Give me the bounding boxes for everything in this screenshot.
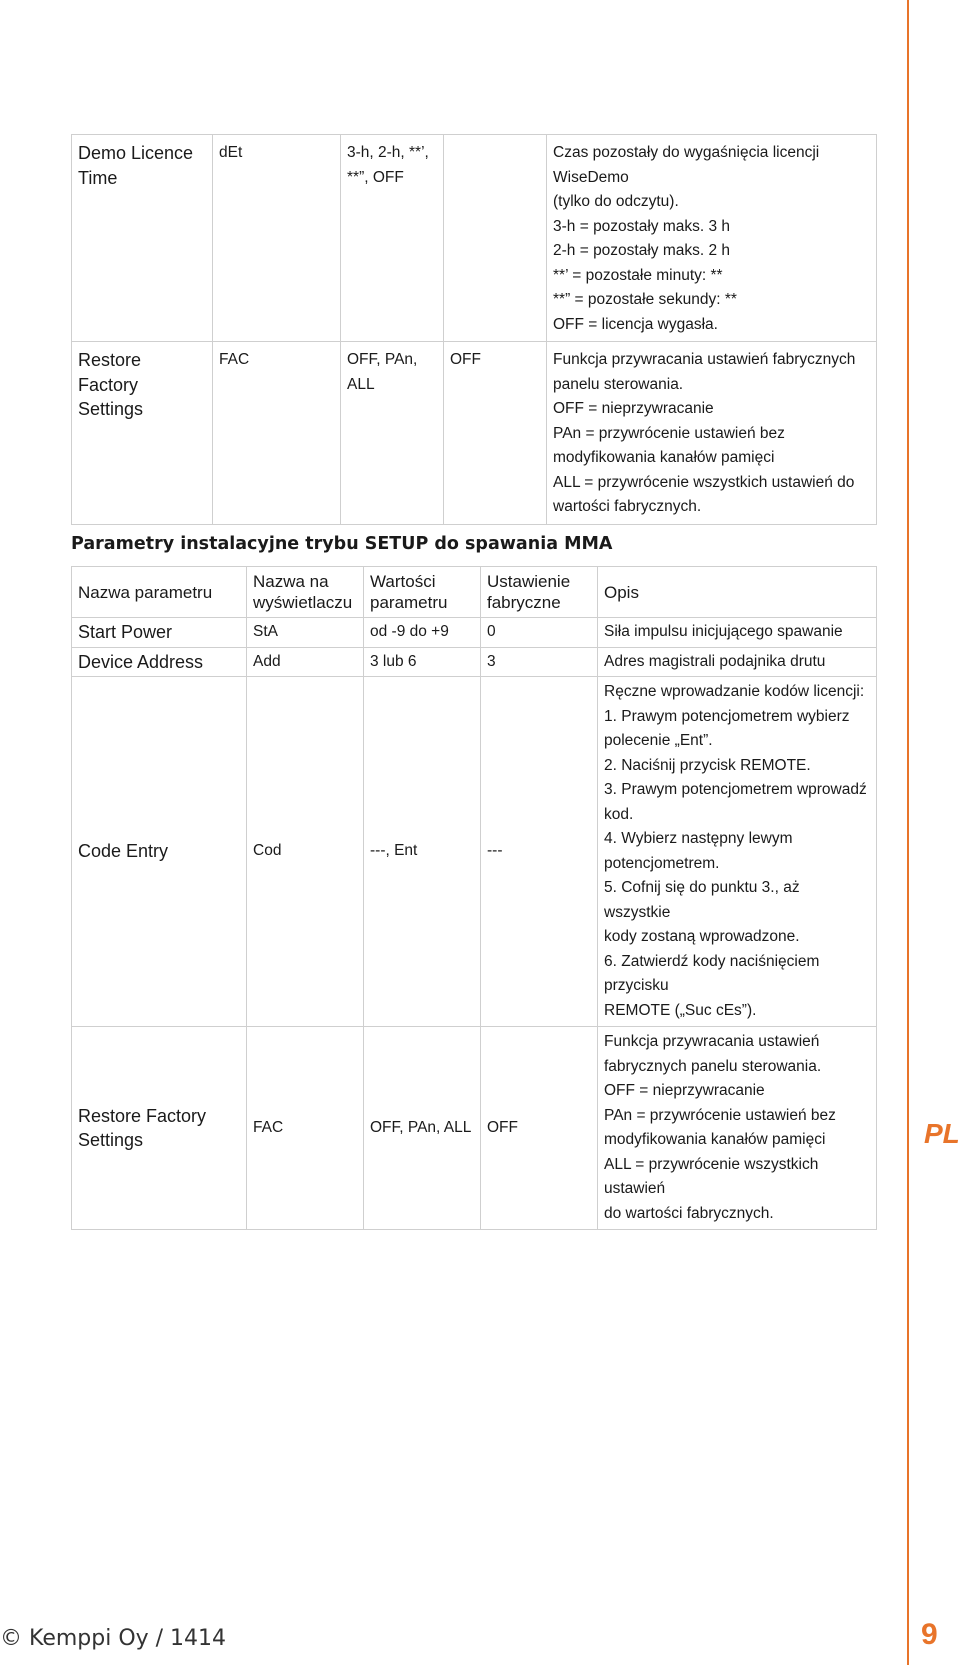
param-display-name: StA xyxy=(247,618,364,648)
param-name: Demo Licence Time xyxy=(72,135,213,342)
param-values: 3 lub 6 xyxy=(364,647,481,677)
param-factory-setting: OFF xyxy=(444,342,547,525)
language-marker: PL xyxy=(924,1118,960,1149)
table-header-row xyxy=(72,567,877,618)
param-factory-setting: OFF xyxy=(481,1027,598,1230)
param-name: Device Address xyxy=(72,647,247,677)
param-name: Restore Factory Settings xyxy=(72,342,213,525)
page-number: 9 xyxy=(921,1618,938,1651)
param-description: Czas pozostały do wygaśnięcia licencji WiseDemo (tylko do odczytu). 3-h = pozostały maks. 3 h 2-h = pozostały maks. 2 h **’ = pozostałe minuty: ** **” = pozostałe sekundy: ** OFF = licencja wygasła. xyxy=(547,135,877,342)
param-name: Code Entry xyxy=(72,677,247,1027)
param-name: Restore Factory Settings xyxy=(72,1027,247,1230)
param-display-name: FAC xyxy=(213,342,341,525)
footer-copyright: © Kemppi Oy / 1414 xyxy=(0,1626,227,1651)
param-values: OFF, PAn, ALL xyxy=(341,342,444,525)
header-factory-setting: Ustawienie fabryczne xyxy=(481,567,598,618)
param-values: OFF, PAn, ALL xyxy=(364,1027,481,1230)
mma-setup-parameters-table xyxy=(71,566,877,1230)
param-description: Funkcja przywracania ustawień fabrycznych panelu sterowania. OFF = nieprzywracanie PAn = przywrócenie ustawień bez modyfikowania kanałów pamięci ALL = przywrócenie wszystkich ustawień do wartości fabrycznych. xyxy=(547,342,877,525)
table-row xyxy=(72,647,877,677)
header-param-name: Nazwa parametru xyxy=(72,567,247,618)
param-display-name: FAC xyxy=(247,1027,364,1230)
param-factory-setting: --- xyxy=(481,677,598,1027)
param-factory-setting xyxy=(444,135,547,342)
param-display-name: Cod xyxy=(247,677,364,1027)
param-name: Start Power xyxy=(72,618,247,648)
parameters-table-continued xyxy=(71,134,877,525)
param-display-name: Add xyxy=(247,647,364,677)
param-description: Ręczne wprowadzanie kodów licencji: 1. Prawym potencjometrem wybierz polecenie „Ent”. 2. Naciśnij przycisk REMOTE. 3. Prawym potencjometrem wprowadź kod. 4. Wybierz następny lewym potencjometrem. 5. Cofnij się do punktu 3., aż wszystkie kody zostaną wprowadzone. 6. Zatwierdź kody naciśnięciem przycisku REMOTE („Suc cEs”). xyxy=(598,677,877,1027)
param-factory-setting: 3 xyxy=(481,647,598,677)
param-display-name: dEt xyxy=(213,135,341,342)
param-description: Adres magistrali podajnika drutu xyxy=(598,647,877,677)
param-values: 3-h, 2-h, **’, **”, OFF xyxy=(341,135,444,342)
header-values: Wartości parametru xyxy=(364,567,481,618)
table-row xyxy=(72,677,877,1027)
param-description: Siła impulsu inicjującego spawanie xyxy=(598,618,877,648)
param-factory-setting: 0 xyxy=(481,618,598,648)
orange-margin-rule xyxy=(907,0,909,1665)
table-row xyxy=(72,1027,877,1230)
param-description: Funkcja przywracania ustawień fabrycznych panelu sterowania. OFF = nieprzywracanie PAn = przywrócenie ustawień bez modyfikowania kanałów pamięci ALL = przywrócenie wszystkich ustawień do wartości fabrycznych. xyxy=(598,1027,877,1230)
table-row xyxy=(72,135,877,342)
table-row xyxy=(72,618,877,648)
table-row xyxy=(72,342,877,525)
section-title: Parametry instalacyjne trybu SETUP do spawania MMA xyxy=(71,534,613,554)
header-description: Opis xyxy=(598,567,877,618)
param-values: ---, Ent xyxy=(364,677,481,1027)
param-values: od -9 do +9 xyxy=(364,618,481,648)
header-display-name: Nazwa na wyświetlaczu xyxy=(247,567,364,618)
